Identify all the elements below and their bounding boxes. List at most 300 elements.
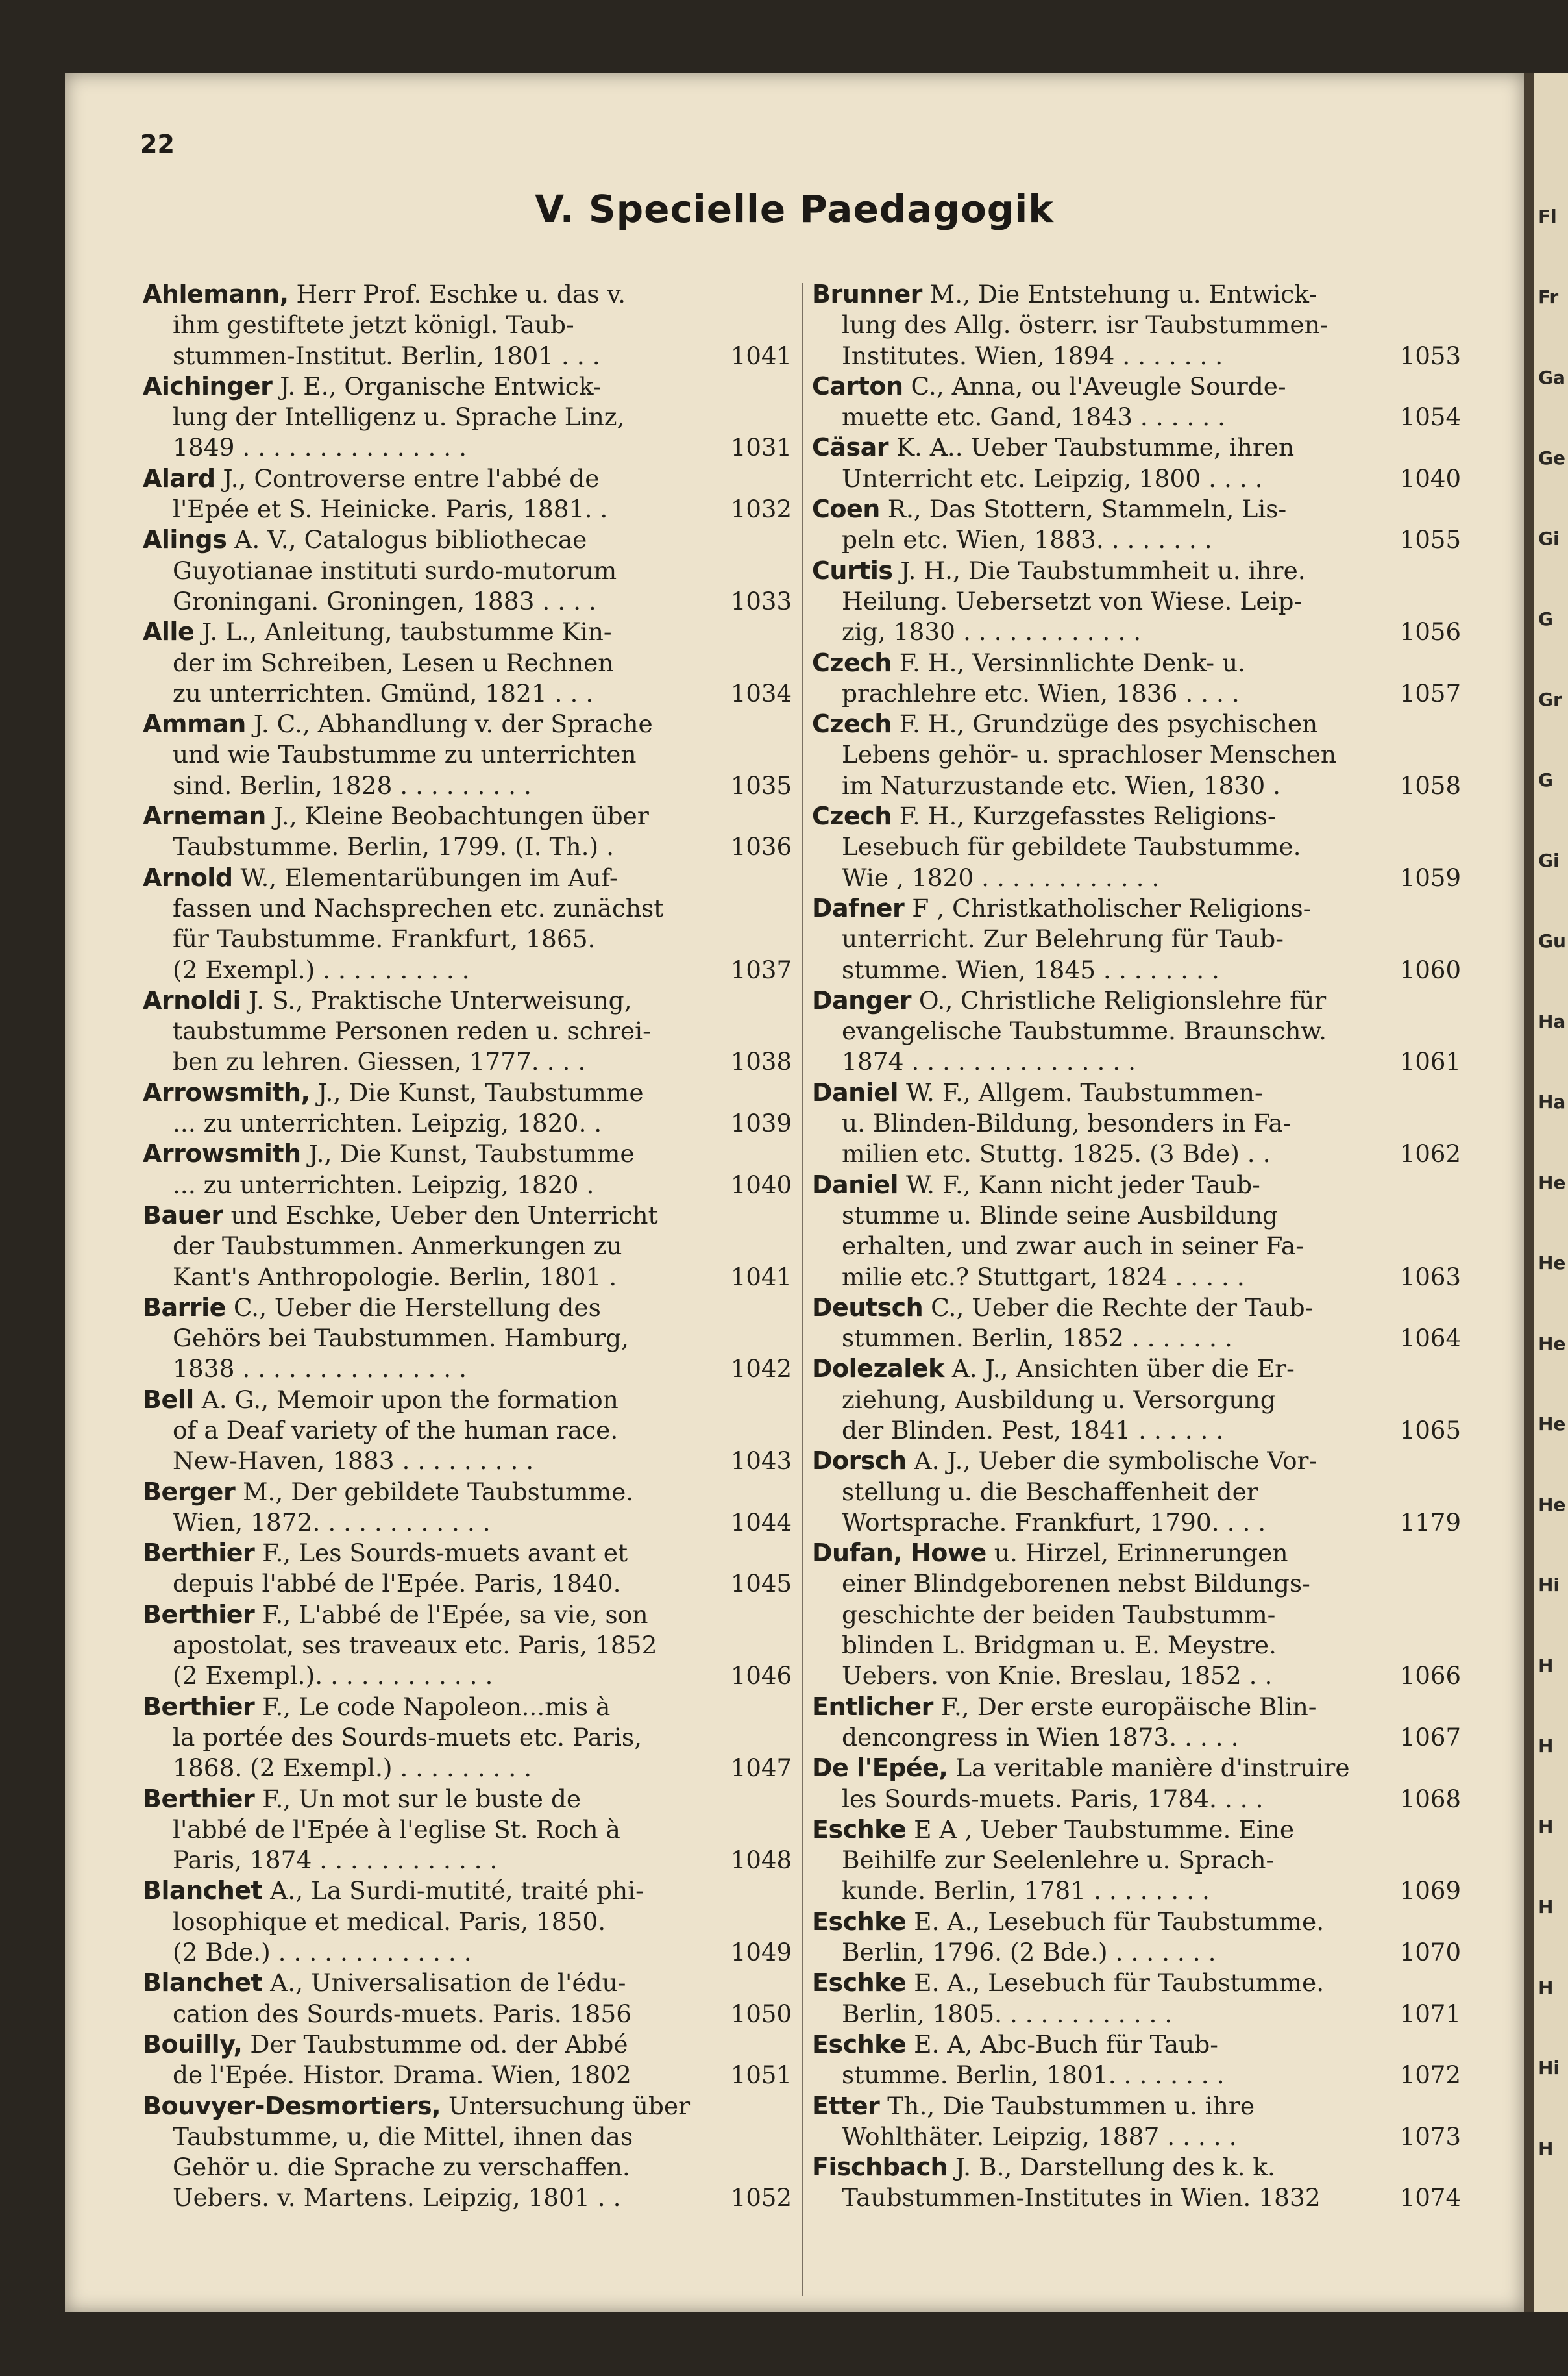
entry-text: W., Elementarübungen im Auf- [240,863,618,892]
entry-author: De l'Epée, [812,1753,948,1783]
bibliography-entry [812,2029,1461,2091]
entry-text: Der Taubstumme od. der Abbé [250,2029,628,2059]
entry-text: E. A., Lesebuch für Taubstumme. [914,1907,1325,1936]
entry-text: W. F., Kann nicht jeder Taub- [905,1170,1260,1199]
entry-line [143,494,792,525]
entry-text: 1838 . . . . . . . . . . . . . . . [173,1354,467,1383]
adjacent-page-fragment: Hi [1538,2057,1560,2079]
entry-text: lung der Intelligenz u. Sprache Linz, [173,402,625,432]
adjacent-page-fragment: H [1538,1896,1554,1918]
bibliography-entry [812,985,1461,1078]
adjacent-page-fragment: Gi [1538,528,1560,549]
entry-line [143,893,792,924]
entry-text: Lesebuch für gebildete Taubstumme. [842,832,1301,861]
entry-line [143,556,792,586]
entry-author: Dafner [812,893,905,922]
bibliography-entry [143,1200,792,1293]
entry-line [143,586,792,617]
entry-text: einer Blindgeborenen nebst Bildungs- [842,1569,1310,1598]
bibliography-entry [812,1293,1461,1354]
entry-author: Deutsch [812,1293,924,1322]
entry-text: E A , Ueber Taubstumme. Eine [914,1814,1295,1844]
entry-text: de l'Epée. Histor. Drama. Wien, 1802 [173,2060,631,2090]
entry-line [812,1415,1461,1446]
entry-line [812,2091,1461,2122]
entry-text: A., Universalisation de l'édu- [270,1968,626,1998]
adjacent-page-fragment: He [1538,1494,1566,1515]
entry-text: W. F., Allgem. Taubstummen- [905,1078,1263,1107]
entry-text: milien etc. Stuttg. 1825. (3 Bde) . . [842,1139,1271,1169]
bibliography-entry [143,801,792,863]
entry-number: 1053 [1399,341,1461,370]
entry-number: 1032 [730,495,792,524]
entry-text: Beihilfe zur Seelenlehre u. Sprach- [842,1846,1275,1875]
entry-text: Wohlthäter. Leipzig, 1887 . . . . . [842,2122,1237,2151]
entry-line [143,402,792,432]
entry-text: (2 Bde.) . . . . . . . . . . . . . [173,1938,472,1967]
entry-text: Institutes. Wien, 1894 . . . . . . . [842,341,1223,370]
entry-line [812,801,1461,832]
entry-text: 1868. (2 Exempl.) . . . . . . . . . [173,1753,532,1783]
entry-number: 1046 [730,1662,792,1690]
entry-text: der im Schreiben, Lesen u Rechnen [173,648,614,677]
entry-author: Dolezalek [812,1354,944,1383]
entry-line [812,1293,1461,1323]
entry-line [812,832,1461,862]
entry-author: Blanchet [143,1876,263,1905]
bibliography-entry [143,1477,792,1539]
entry-line [143,832,792,862]
entry-author: Berger [143,1477,236,1506]
entry-text: sind. Berlin, 1828 . . . . . . . . . [173,771,532,800]
entry-line [812,2183,1461,2213]
adjacent-page-fragment: Gi [1538,850,1560,871]
entry-line [143,341,792,371]
bibliography-entry [812,279,1461,371]
bibliography-entry [143,985,792,1078]
bibliography-entry [812,1170,1461,1293]
bibliography-entry [812,648,1461,710]
entry-line [812,1016,1461,1046]
bibliography-entry [143,525,792,617]
bibliography-entry [812,2091,1461,2153]
entry-line [812,464,1461,494]
adjacent-page-fragment: H [1538,1735,1554,1757]
entry-line [143,2060,792,2090]
entry-author: Dorsch [812,1446,907,1476]
adjacent-page-fragment: Ha [1538,1011,1566,1032]
entry-line [812,863,1461,893]
entry-number: 1045 [730,1570,792,1598]
entry-text: Paris, 1874 . . . . . . . . . . . . [173,1846,498,1875]
entry-text: A. V., Catalogus bibliothecae [234,525,587,554]
entry-text: (2 Exempl.). . . . . . . . . . . . [173,1661,493,1690]
entry-text: F. H., Kurzgefasstes Religions- [899,802,1276,831]
bibliography-entry [812,1907,1461,1968]
entry-text: K. A.. Ueber Taubstumme, ihren [896,433,1295,462]
bibliography-entry [143,1139,792,1200]
bibliography-entry [812,1814,1461,1907]
entry-text: zu unterrichten. Gmünd, 1821 . . . [173,678,594,708]
page-number: 22 [140,130,175,158]
entry-text: cation des Sourds-muets. Paris. 1856 [173,1999,632,2028]
adjacent-page-fragment: H [1538,1977,1554,1998]
entry-text: A. J., Ueber die symbolische Vor- [914,1446,1317,1476]
entry-text: blinden L. Bridgman u. E. Meystre. [842,1631,1277,1660]
adjacent-page-fragment: He [1538,1252,1566,1274]
entry-line [143,2183,792,2213]
entry-author: Czech [812,648,892,677]
entry-number: 1059 [1399,863,1461,892]
entry-author: Arneman [143,802,266,831]
entry-line [812,1814,1461,1845]
entry-line [812,1200,1461,1231]
entry-line [812,402,1461,432]
entry-text: stummen. Berlin, 1852 . . . . . . . [842,1324,1232,1353]
entry-line [812,1661,1461,1691]
entry-number: 1061 [1399,1048,1461,1076]
entry-line [812,709,1461,739]
entry-author: Curtis [812,556,893,585]
entry-number: 1042 [730,1355,792,1383]
entry-text: M., Der gebildete Taubstumme. [243,1477,634,1506]
entry-line [812,1046,1461,1077]
entry-text: Uebers. von Knie. Breslau, 1852 . . [842,1661,1273,1690]
entry-text: ziehung, Ausbildung u. Versorgung [842,1385,1276,1414]
entry-line [143,2152,792,2183]
entry-line [812,1108,1461,1139]
entry-author: Dufan, Howe [812,1539,986,1568]
entry-author: Berthier [143,1600,255,1629]
entry-author: Eschke [812,2029,907,2059]
entry-text: stumme. Berlin, 1801. . . . . . . . [842,2060,1225,2090]
entry-line [143,1875,792,1906]
entry-text: milie etc.? Stuttgart, 1824 . . . . . [842,1262,1245,1291]
entry-author: Arrowsmith, [143,1078,310,1107]
entry-line [812,617,1461,647]
entry-line [143,1231,792,1261]
bibliography-entry [143,863,792,985]
entry-line [812,771,1461,801]
entry-line [143,1200,792,1231]
entry-author: Etter [812,2091,880,2120]
entry-text: J., Die Kunst, Taubstumme [308,1139,635,1169]
entry-text: A. J., Ansichten über die Er- [951,1354,1295,1383]
entry-text: 1849 . . . . . . . . . . . . . . . [173,433,467,462]
entry-author: Berthier [143,1784,255,1813]
entry-line [812,1692,1461,1722]
entry-text: Gehör u. die Sprache zu verschaffen. [173,2153,630,2182]
entry-author: Brunner [812,280,922,308]
entry-line [143,1385,792,1415]
entry-number: 1049 [730,1938,792,1967]
bibliography-entry [143,1600,792,1692]
entry-author: Berthier [143,1539,255,1568]
entry-author: Czech [812,802,892,831]
entry-line [812,1170,1461,1200]
entry-line [812,1538,1461,1568]
entry-text: ... zu unterrichten. Leipzig, 1820. . [173,1109,602,1138]
bibliography-entry [143,1968,792,2029]
entry-line [812,2122,1461,2152]
entry-text: F., Les Sourds-muets avant et [262,1539,628,1568]
entry-text: O., Christliche Religionslehre für [918,985,1327,1015]
entry-text: J., Controverse entre l'abbé de [223,464,600,493]
entry-line [812,893,1461,924]
entry-line [812,341,1461,371]
entry-text: J., Die Kunst, Taubstumme [317,1078,644,1107]
entry-line [143,1907,792,1937]
entry-text: F., Der erste europäische Blin- [940,1692,1317,1721]
entry-line [143,648,792,678]
entry-text: taubstumme Personen reden u. schrei- [173,1017,651,1046]
entry-line [812,1999,1461,2029]
entry-line [812,1262,1461,1293]
entry-text: C., Ueber die Rechte der Taub- [931,1293,1314,1322]
entry-line [812,924,1461,954]
entry-line [812,1907,1461,1937]
entry-line [143,279,792,310]
adjacent-page-fragment: Fl [1538,206,1557,227]
adjacent-page-fragment: Gu [1538,930,1566,952]
entry-line [812,432,1461,463]
adjacent-page-edge [1534,73,1568,2312]
entry-number: 1064 [1399,1324,1461,1353]
entry-line [812,1139,1461,1169]
entry-line [143,310,792,340]
entry-line [143,1845,792,1875]
entry-text: E. A., Lesebuch für Taubstumme. [914,1968,1325,1998]
entry-text: Wien, 1872. . . . . . . . . . . . [173,1507,491,1537]
entry-line [143,464,792,494]
entry-author: Danger [812,985,911,1015]
adjacent-page-fragment: Gr [1538,689,1562,710]
entry-text: Wie , 1820 . . . . . . . . . . . . [842,863,1160,892]
entry-number: 1036 [730,833,792,861]
entry-text: J. L., Anleitung, taubstumme Kin- [202,617,612,647]
entry-text: Unterricht etc. Leipzig, 1800 . . . . [842,464,1263,493]
adjacent-page-fragment: G [1538,608,1553,630]
bibliography-entry [812,1446,1461,1538]
entry-text: 1874 . . . . . . . . . . . . . . . [842,1047,1136,1076]
entry-line [812,525,1461,555]
bibliography-entry [812,494,1461,556]
bibliography-entry [143,1538,792,1600]
entry-text: der Taubstummen. Anmerkungen zu [173,1231,622,1261]
entry-line [812,310,1461,340]
entry-number: 1057 [1399,679,1461,708]
bibliography-entry [143,2091,792,2214]
entry-line [143,1630,792,1661]
bibliography-entry [812,2152,1461,2214]
entry-line [143,1354,792,1384]
entry-text: F., Le code Napoleon...mis à [262,1692,611,1721]
entry-author: Czech [812,710,892,739]
entry-line [143,1753,792,1783]
entry-line [143,1046,792,1077]
entry-line [143,1477,792,1507]
bibliography-entry [812,893,1461,985]
adjacent-page-fragment: He [1538,1172,1566,1193]
entry-text: apostolat, ses traveaux etc. Paris, 1852 [173,1631,657,1660]
entry-text: F. H., Versinnlichte Denk- u. [899,648,1246,677]
entry-line [812,1446,1461,1476]
entry-number: 1039 [730,1109,792,1138]
entry-line [812,1784,1461,1814]
entry-text: l'abbé de l'Epée à l'eglise St. Roch à [173,1814,620,1844]
entry-number: 1060 [1399,956,1461,984]
entry-number: 1073 [1399,2122,1461,2151]
entry-text: ben zu lehren. Giessen, 1777. . . . [173,1047,586,1076]
entry-line [143,1784,792,1814]
entry-line [812,1385,1461,1415]
entry-text: Taubstummen-Institutes in Wien. 1832 [842,2183,1321,2212]
bibliography-entry [143,709,792,801]
bibliography-entry [143,1385,792,1477]
entry-line [812,1753,1461,1783]
entry-line [143,1937,792,1968]
bibliography-entry [143,1875,792,1968]
entry-text: u. Hirzel, Erinnerungen [994,1539,1288,1568]
entry-line [812,1231,1461,1261]
entry-text: J. B., Darstellung des k. k. [955,2153,1275,2182]
left-column [143,279,792,2214]
entry-line [143,1538,792,1568]
entry-line [143,985,792,1016]
entry-line [812,1722,1461,1753]
entry-author: Fischbach [812,2153,948,2182]
entry-line [143,1722,792,1753]
bibliography-entry [812,1354,1461,1446]
entry-line [812,1845,1461,1875]
entry-text: Heilung. Uebersetzt von Wiese. Leip- [842,586,1303,615]
entry-number: 1037 [730,956,792,984]
bibliography-entry [143,1784,792,1876]
bibliography-entry [143,464,792,525]
entry-line [143,863,792,893]
entry-text: New-Haven, 1883 . . . . . . . . . [173,1446,534,1476]
entry-text: C., Ueber die Herstellung des [233,1293,601,1322]
entry-number: 1063 [1399,1263,1461,1291]
bibliography-entry [143,1293,792,1385]
entry-line [143,2029,792,2060]
entry-line [143,1568,792,1599]
entry-text: Wortsprache. Frankfurt, 1790. . . . [842,1507,1266,1537]
entry-text: Groningani. Groningen, 1883 . . . . [173,586,596,615]
entry-number: 1070 [1399,1938,1461,1967]
entry-number: 1040 [1399,464,1461,493]
entry-line [143,1078,792,1108]
entry-author: Daniel [812,1078,899,1107]
entry-number: 1065 [1399,1416,1461,1444]
entry-text: la portée des Sourds-muets etc. Paris, [173,1722,643,1751]
entry-number: 1066 [1399,1662,1461,1690]
entry-text: J. E., Organische Entwick- [280,371,602,401]
entry-line [143,1016,792,1046]
section-title: V. Specielle Paedagogik [535,187,1054,231]
entry-line [812,739,1461,770]
entry-text: Berlin, 1796. (2 Bde.) . . . . . . . [842,1938,1216,1967]
entry-number: 1072 [1399,2061,1461,2090]
entry-line [143,801,792,832]
bibliography-entry [143,1078,792,1139]
column-divider [802,283,803,2296]
adjacent-page-fragment: H [1538,1655,1554,1676]
entry-text: Kant's Anthropologie. Berlin, 1801 . [173,1262,617,1291]
entry-line [812,371,1461,402]
entry-line [812,586,1461,617]
entry-text: erhalten, und zwar auch in seiner Fa- [842,1231,1304,1261]
entry-text: im Naturzustande etc. Wien, 1830 . [842,771,1281,800]
entry-line [812,1078,1461,1108]
entry-text: (2 Exempl.) . . . . . . . . . . [173,955,470,984]
entry-text: und wie Taubstumme zu unterrichten [173,740,637,769]
bibliography-entry [812,432,1461,494]
entry-line [812,985,1461,1016]
adjacent-page-fragment: Ha [1538,1091,1566,1113]
adjacent-page-fragment: Ge [1538,447,1565,469]
bibliography-entry [143,2029,792,2091]
entry-author: Carton [812,371,903,401]
bibliography-entry [143,1692,792,1784]
entry-line [143,1293,792,1323]
bibliography-entry [812,1692,1461,1753]
bibliography-entry [812,1078,1461,1170]
entry-line [143,771,792,801]
entry-author: Berthier [143,1692,255,1721]
bibliography-entry [812,1753,1461,1814]
entry-number: 1035 [730,771,792,800]
entry-text: Herr Prof. Eschke u. das v. [296,280,626,308]
bibliography-entry [812,801,1461,893]
entry-line [812,955,1461,985]
entry-line [143,1262,792,1293]
entry-line [143,678,792,709]
entry-text: losophique et medical. Paris, 1850. [173,1907,606,1936]
entry-author: Aichinger [143,371,273,401]
entry-line [812,1630,1461,1661]
entry-text: peln etc. Wien, 1883. . . . . . . . [842,525,1212,554]
entry-line [143,709,792,739]
entry-number: 1068 [1399,1785,1461,1813]
entry-line [812,1968,1461,1998]
entry-number: 1054 [1399,403,1461,432]
adjacent-page-fragment: H [1538,2138,1554,2159]
entry-line [143,1968,792,1998]
entry-author: Alard [143,464,215,493]
entry-author: Arrowsmith [143,1139,301,1169]
bibliography-entry [143,617,792,709]
entry-number: 1056 [1399,618,1461,647]
entry-text: C., Anna, ou l'Aveugle Sourde- [911,371,1286,401]
entry-author: Eschke [812,1907,907,1936]
entry-author: Bell [143,1385,194,1414]
entry-text: Guyotianae instituti surdo-mutorum [173,556,617,585]
entry-text: Lebens gehör- u. sprachloser Menschen [842,740,1337,769]
entry-line [143,924,792,954]
adjacent-page-fragment: He [1538,1333,1566,1354]
entry-line [812,1323,1461,1354]
entry-text: dencongress in Wien 1873. . . . . [842,1722,1239,1751]
entry-line [143,432,792,463]
entry-text: stellung u. die Beschaffenheit der [842,1477,1258,1506]
entry-text: J., Kleine Beobachtungen über [273,802,649,831]
bibliography-entry [143,371,792,464]
entry-text: lung des Allg. österr. isr Taubstummen- [842,310,1329,340]
entry-text: ihm gestiftete jetzt königl. Taub- [173,310,574,340]
entry-number: 1040 [730,1170,792,1199]
entry-author: Entlicher [812,1692,933,1721]
